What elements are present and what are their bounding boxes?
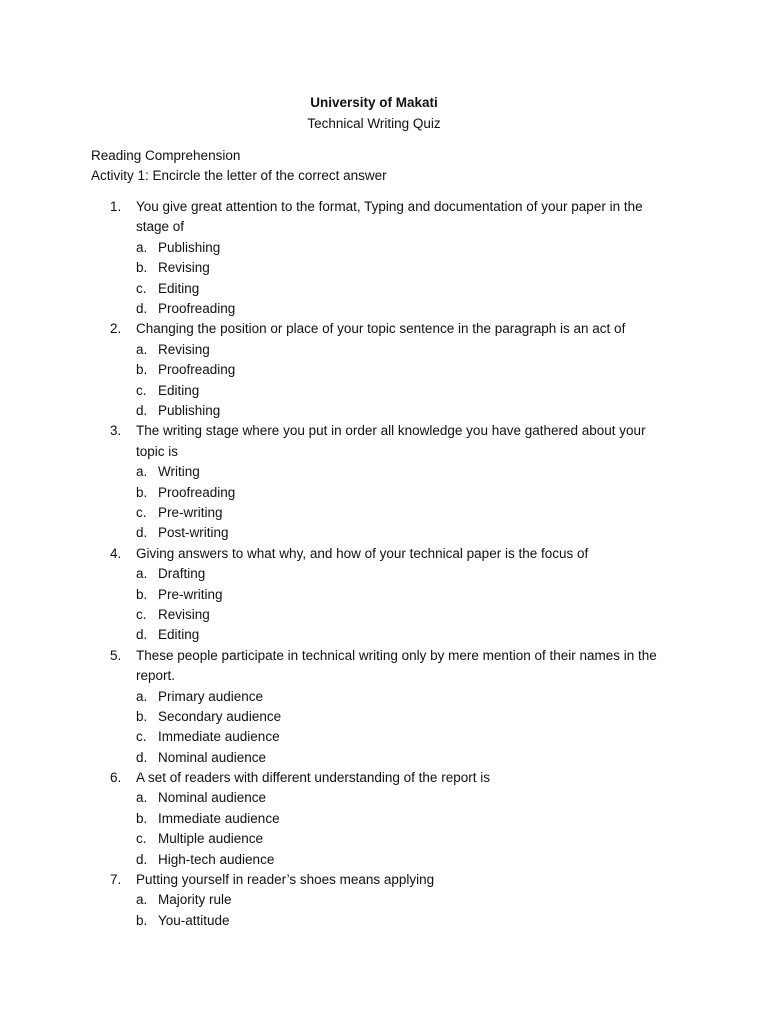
question-list [0,197,768,931]
answer-choice[interactable] [0,381,768,401]
question-item [0,768,768,870]
choice-letter: c. [136,831,147,847]
choice-letter: a. [136,341,148,357]
choice-text: Proofreading [158,300,236,316]
choice-letter: d. [136,749,148,765]
answer-choice[interactable] [0,707,768,727]
choice-letter: b. [136,484,148,500]
question-item [0,544,768,646]
question-text: You give great attention to the format, Typing and documentation of your paper in the stage of [136,199,643,235]
choice-letter: b. [136,586,148,602]
question-text: The writing stage where you put in order all knowledge you have gathered about your topic is [136,423,646,459]
answer-choice[interactable] [0,340,768,360]
choice-letter: a. [136,566,148,582]
answer-choice[interactable] [0,687,768,707]
choice-text: Nominal audience [158,790,267,806]
choice-text: Proofreading [158,484,236,500]
answer-choice[interactable] [0,503,768,523]
question-number: 4. [110,545,122,561]
answer-choice[interactable] [0,279,768,299]
choice-letter: b. [136,810,148,826]
answer-choice[interactable] [0,483,768,503]
answer-choice[interactable] [0,625,768,645]
question-item [0,421,768,543]
choice-text: You-attitude [158,912,230,928]
choice-letter: d. [136,525,148,541]
choice-text: Editing [158,280,200,296]
choice-text: Revising [158,260,210,276]
choice-text: Writing [158,464,200,480]
choice-letter: d. [136,627,148,643]
answer-choice[interactable] [0,788,768,808]
choice-text: Drafting [158,566,206,582]
question-number: 5. [110,647,122,663]
question-row [0,421,768,462]
choice-letter: a. [136,239,148,255]
answer-choice[interactable] [0,401,768,421]
answer-choice[interactable] [0,462,768,482]
choice-text: Editing [158,382,200,398]
question-item [0,870,768,931]
answer-choice[interactable] [0,523,768,543]
choice-text: Multiple audience [158,831,264,847]
choice-letter: b. [136,362,148,378]
question-number: 7. [110,872,122,888]
choice-letter: b. [136,708,148,724]
answer-choice[interactable] [0,850,768,870]
choice-letter: c. [136,280,147,296]
answer-choice[interactable] [0,911,768,931]
choice-letter: b. [136,912,148,928]
answer-choice[interactable] [0,727,768,747]
question-text: Putting yourself in reader’s shoes means applying [136,872,435,888]
question-row [0,646,768,687]
question-row [0,870,768,890]
question-text: Giving answers to what why, and how of your technical paper is the focus of [136,545,589,561]
activity-instructions: Activity 1: Encircle the letter of the correct answer [91,168,387,183]
choice-letter: b. [136,260,148,276]
question-row [0,768,768,788]
choice-letter: a. [136,790,148,806]
choice-text: Editing [158,627,200,643]
choice-letter: c. [136,729,147,745]
question-row [0,544,768,564]
question-text: Changing the position or place of your topic sentence in the paragraph is an act of [136,321,626,337]
choice-letter: d. [136,851,148,867]
choice-text: Publishing [158,402,221,418]
question-item [0,319,768,421]
question-item [0,197,768,319]
choice-text: Primary audience [158,688,264,704]
choice-text: Proofreading [158,362,236,378]
answer-choice[interactable] [0,360,768,380]
section-heading: Reading Comprehension [91,148,241,163]
choice-letter: a. [136,464,148,480]
answer-choice[interactable] [0,748,768,768]
choice-letter: a. [136,892,148,908]
choice-text: Nominal audience [158,749,267,765]
choice-text: Immediate audience [158,810,280,826]
question-row [0,197,768,238]
choice-text: Immediate audience [158,729,280,745]
answer-choice[interactable] [0,829,768,849]
question-number: 3. [110,423,122,439]
choice-text: High-tech audience [158,851,275,867]
answer-choice[interactable] [0,890,768,910]
answer-choice[interactable] [0,564,768,584]
question-row [0,319,768,339]
choice-text: Post-writing [158,525,229,541]
question-number: 2. [110,321,122,337]
choice-letter: a. [136,688,148,704]
question-number: 1. [110,199,122,214]
answer-choice[interactable] [0,299,768,319]
choice-text: Majority rule [158,892,232,908]
choice-text: Revising [158,606,210,622]
choice-letter: d. [136,402,148,418]
question-text: A set of readers with different understanding of the report is [136,770,490,786]
choice-letter: c. [136,606,147,622]
choice-text: Revising [158,341,210,357]
document-subtitle: Technical Writing Quiz [307,116,441,131]
document-title: University of Makati [310,95,438,110]
choice-letter: c. [136,504,147,520]
question-number: 6. [110,770,122,786]
answer-choice[interactable] [0,585,768,605]
question-text: These people participate in technical writing only by mere mention of their names in the report. [136,647,657,684]
answer-choice[interactable] [0,258,768,278]
question-item [0,646,768,768]
answer-choice[interactable] [0,238,768,258]
choice-text: Pre-writing [158,504,223,520]
choice-text: Publishing [158,239,221,255]
choice-letter: c. [136,382,147,398]
choice-text: Secondary audience [158,708,282,724]
choice-letter: d. [136,300,148,316]
answer-choice[interactable] [0,809,768,829]
choice-text: Pre-writing [158,586,223,602]
answer-choice[interactable] [0,605,768,625]
